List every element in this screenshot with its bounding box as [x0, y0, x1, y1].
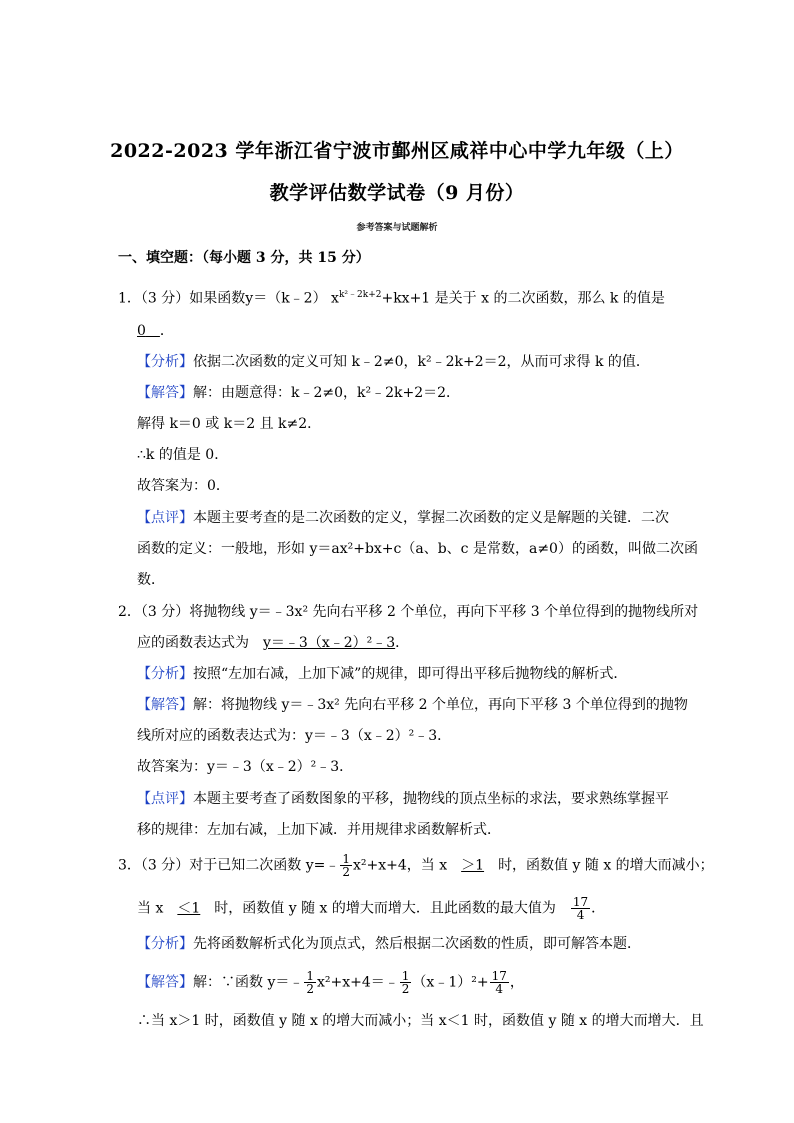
q3-analysis: 【分析】先将函数解析式化为顶点式，然后根据二次函数的性质，即可解答本题．: [137, 936, 641, 952]
q1-comment-3: 数．: [137, 572, 165, 588]
q2-analysis: 【分析】按照“左加右减，上加下减”的规律，即可得出平移后抛物线的解析式．: [137, 666, 628, 682]
q1-func-tail: +kx+1 是关于 x 的二次函数，那么 k 的值是: [381, 290, 665, 307]
q1-solve-1: 【解答】解：由题意得：k﹣2≠0，k²﹣2k+2＝2．: [137, 385, 461, 401]
q1-comment-2: 函数的定义：一般地，形如 y＝ax²+bx+c（a、b、c 是常数，a≠0）的函数，叫做二次函: [137, 541, 698, 557]
q1-func: y＝（k﹣2）: [245, 290, 327, 307]
q3-score: （3 分）: [140, 857, 190, 874]
q2-score: （3 分）: [140, 604, 190, 620]
q3-stem-2: 当 x ＜1 时，函数值 y 随 x 的增大而增大．且此函数的最大值为 $\frac{17}{4}$ ．: [137, 895, 606, 922]
q3-number: 3．: [118, 857, 141, 874]
q3-answer-3: $\frac{17}{4}$: [572, 895, 589, 922]
q2-answer: y＝﹣3（x﹣2）²﹣3: [263, 635, 396, 651]
comment-tag: 【点评】: [137, 510, 193, 526]
q3-solve-1: 【解答】解：∵函数 y＝﹣ $\frac{1}{2}$ x²+x+4＝﹣ $\frac{1}{2}$ （x﹣1）²+ $\frac{17}{4}$ ，: [137, 969, 524, 996]
q1-comment-1: 【点评】本题主要考查的是二次函数的定义，掌握二次函数的定义是解题的关键．二次: [137, 510, 669, 526]
q3-answer-1: ＞1: [461, 857, 485, 874]
q1-number: 1．: [118, 290, 141, 307]
q3-answer-2: ＜1: [177, 900, 201, 917]
q3-solve-2: ∴当 x＞1 时，函数值 y 随 x 的增大而减小；当 x＜1 时，函数值 y 随 x 的增大而增大．且: [137, 1013, 704, 1029]
q1-exponent: k²﹣2k+2: [338, 290, 382, 300]
document-subtitle: 参考答案与试题解析: [356, 223, 438, 233]
q1-stem: 1．（3 分）如果函数y＝（k﹣2） $x^{k^2﹣2k+2}+kx+1$ 是关于 x 的二次函数，那么 k 的值是: [118, 290, 665, 307]
section-heading: 一、填空题：（每小题 3 分，共 15 分）: [118, 250, 370, 266]
q2-stem-2: 应的函数表达式为 y＝﹣3（x﹣2）²﹣3．: [137, 635, 410, 651]
q1-solve-4: 故答案为：0．: [137, 478, 230, 494]
q1-solve-2: 解得 k＝0 或 k＝2 且 k≠2．: [137, 416, 322, 432]
document-title-line1: 2022-2023 学年浙江省宁波市鄞州区咸祥中心中学九年级（上）: [110, 140, 684, 162]
analysis-tag: 【分析】: [137, 354, 193, 370]
answer-tag: 【解答】: [137, 385, 193, 401]
q1-analysis: 【分析】依据二次函数的定义可知 k﹣2≠0，k²﹣2k+2＝2，从而可求得 k 的值．: [137, 354, 650, 370]
q1-stem-a: 如果函数: [189, 290, 246, 307]
q1-score: （3 分）: [140, 290, 190, 307]
q2-solve-2: 线所对应的函数表达式为：y＝﹣3（x﹣2）²﹣3．: [137, 728, 452, 744]
q2-stem-1: 2．（3 分）将抛物线 y＝﹣3x² 先向右平移 2 个单位，再向下平移 3 个单位得到的抛物线所对: [118, 604, 699, 620]
q3-stem-1: 3．（3 分）对于已知二次函数 y=﹣ $\frac{1}{2}$ x²+x+4，当 x ＞1 时，函数值 y 随 x 的增大而减小；: [118, 852, 714, 879]
q3-fraction: $\frac{1}{2}$: [342, 852, 351, 879]
q2-comment-2: 移的规律：左加右减，上加下减．并用规律求函数解析式．: [137, 822, 501, 838]
q2-solve-1: 【解答】解：将抛物线 y＝﹣3x² 先向右平移 2 个单位，再向下平移 3 个单位得到的抛物: [137, 697, 688, 713]
q2-number: 2．: [118, 604, 141, 620]
document-title-line2: 教学评估数学试卷（9 月份）: [269, 182, 525, 204]
q2-solve-3: 故答案为：y＝﹣3（x﹣2）²﹣3．: [137, 759, 354, 775]
q1-solve-3: ∴k 的值是 0．: [137, 447, 229, 463]
q1-answer: 0: [137, 323, 146, 339]
q2-comment-1: 【点评】本题主要考查了函数图象的平移，抛物线的顶点坐标的求法，要求熟练掌握平: [137, 791, 669, 807]
q1-answer-line: 0 ．: [137, 323, 174, 339]
